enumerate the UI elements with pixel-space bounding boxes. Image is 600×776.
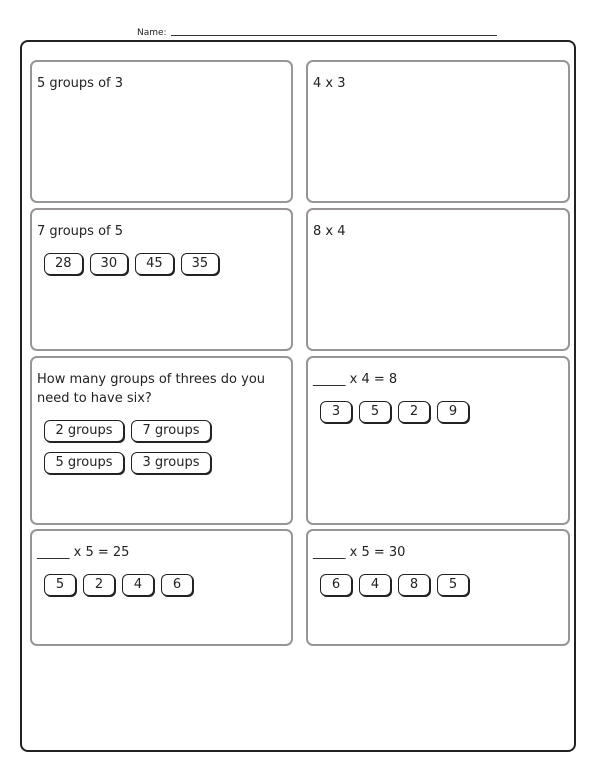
name-label: Name: [137, 28, 167, 38]
question-card-4 [306, 208, 570, 351]
answer-option[interactable]: 8 [398, 574, 430, 596]
answer-option[interactable]: 35 [181, 253, 220, 275]
answer-option[interactable]: 4 [122, 574, 154, 596]
answer-options [313, 401, 562, 433]
answer-option[interactable]: 6 [320, 574, 352, 596]
name-write-line[interactable] [171, 35, 497, 36]
question-card-7 [30, 529, 293, 646]
answer-options [313, 574, 562, 606]
answer-options [37, 420, 234, 484]
answer-option[interactable]: 3 [320, 401, 352, 423]
question-card-1 [30, 60, 293, 203]
name-field [137, 24, 497, 38]
answer-option[interactable]: 6 [161, 574, 193, 596]
question-card-2 [306, 60, 570, 203]
answer-option[interactable]: 5 groups [44, 452, 124, 474]
answer-option[interactable]: 2 groups [44, 420, 124, 442]
question-card-3 [30, 208, 293, 351]
answer-option[interactable]: 7 groups [131, 420, 211, 442]
question-prompt: 5 groups of 3 [37, 76, 123, 91]
question-prompt: 8 x 4 [313, 224, 346, 239]
question-prompt: _____ x 5 = 30 [313, 545, 406, 560]
question-prompt: 7 groups of 5 [37, 224, 123, 239]
answer-option[interactable]: 28 [44, 253, 83, 275]
question-card-6 [306, 356, 570, 525]
answer-option[interactable]: 4 [359, 574, 391, 596]
answer-option[interactable]: 30 [90, 253, 129, 275]
answer-options [37, 574, 285, 606]
answer-option[interactable]: 5 [44, 574, 76, 596]
question-prompt: _____ x 5 = 25 [37, 545, 130, 560]
question-card-5 [30, 356, 293, 525]
question-prompt: _____ x 4 = 8 [313, 372, 398, 387]
question-prompt: 4 x 3 [313, 76, 346, 91]
answer-option[interactable]: 45 [135, 253, 174, 275]
question-card-8 [306, 529, 570, 646]
answer-options [37, 253, 285, 285]
answer-option[interactable]: 5 [437, 574, 469, 596]
answer-option[interactable]: 2 [83, 574, 115, 596]
answer-option[interactable]: 3 groups [131, 452, 211, 474]
question-prompt: How many groups of threes do you need to have six? [37, 372, 270, 406]
answer-option[interactable]: 5 [359, 401, 391, 423]
answer-option[interactable]: 2 [398, 401, 430, 423]
answer-option[interactable]: 9 [437, 401, 469, 423]
